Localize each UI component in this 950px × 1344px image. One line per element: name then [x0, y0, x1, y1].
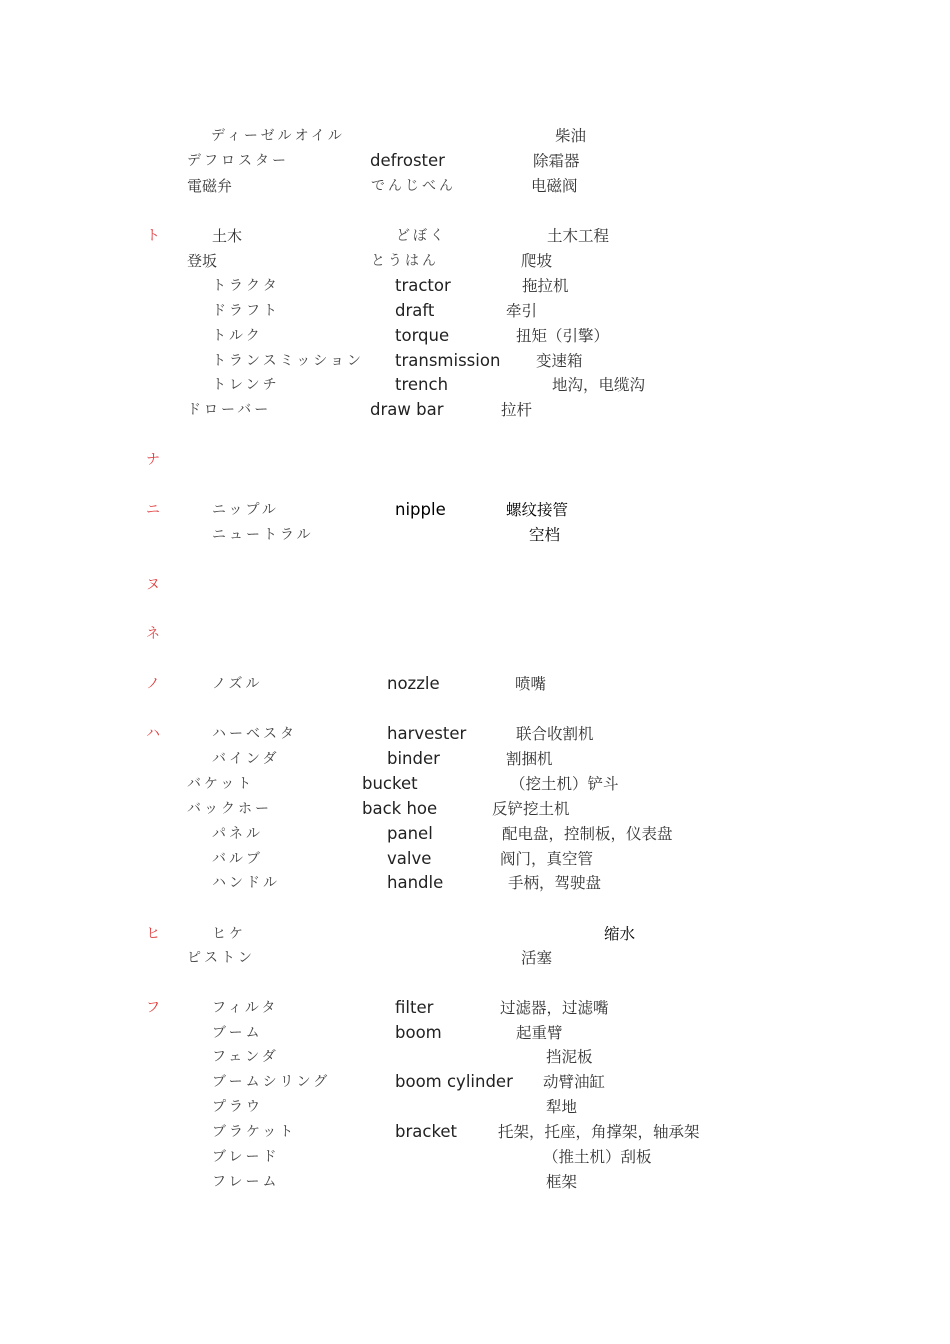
- term-english: handle: [387, 873, 444, 892]
- term-reading: どぼく: [396, 228, 447, 244]
- term-chinese: 联合收割机: [516, 725, 594, 743]
- term-english: trench: [395, 375, 449, 394]
- term-japanese: 登坂: [187, 252, 218, 270]
- term-chinese: 起重臂: [516, 1024, 563, 1042]
- term-english: draft: [395, 301, 435, 320]
- term-chinese: 除霜器: [533, 152, 580, 170]
- term-chinese: 活塞: [521, 949, 553, 967]
- term-japanese: ドローバー: [187, 402, 272, 418]
- term-japanese: プラウ: [212, 1099, 263, 1115]
- term-japanese: ブレード: [212, 1149, 280, 1165]
- term-chinese: 割捆机: [506, 750, 553, 768]
- term-japanese: ブームシリング: [212, 1074, 331, 1090]
- term-japanese: パネル: [212, 826, 263, 842]
- term-chinese: 土木工程: [547, 227, 610, 245]
- term-english: harvester: [387, 724, 467, 743]
- term-chinese: 螺纹接管: [506, 501, 569, 519]
- term-chinese: 电磁阀: [531, 177, 578, 195]
- term-english: boom: [395, 1023, 442, 1042]
- term-chinese: 空档: [529, 526, 561, 544]
- term-japanese: 土木: [212, 227, 243, 245]
- term-chinese: 犁地: [546, 1098, 578, 1116]
- term-chinese: 地沟，电缆沟: [552, 376, 646, 394]
- term-chinese: （推土机）刮板: [543, 1148, 652, 1166]
- term-japanese: ハーベスタ: [212, 726, 297, 742]
- term-chinese: 手柄，驾驶盘: [508, 874, 602, 892]
- term-japanese: フェンダ: [212, 1049, 279, 1065]
- term-english: defroster: [370, 151, 445, 170]
- section-header: ナ: [146, 452, 160, 468]
- section-header: ノ: [146, 676, 160, 692]
- term-japanese: ピストン: [187, 950, 255, 966]
- term-english: boom cylinder: [395, 1072, 513, 1091]
- term-english: nozzle: [387, 674, 440, 693]
- section-header: ニ: [146, 502, 160, 518]
- term-chinese: 过滤器，过滤嘴: [500, 999, 609, 1017]
- term-chinese: 牵引: [506, 302, 538, 320]
- section-header: ヌ: [146, 577, 160, 593]
- term-chinese: 柴油: [555, 127, 587, 145]
- term-japanese: ディーゼルオイル: [211, 128, 345, 144]
- term-japanese: トランスミッション: [212, 353, 365, 369]
- term-japanese: ニップル: [212, 502, 279, 518]
- section-header: ト: [146, 228, 160, 244]
- term-english: filter: [395, 998, 434, 1017]
- term-english: draw bar: [370, 400, 444, 419]
- term-japanese: トルク: [212, 328, 263, 344]
- term-chinese: 阀门，真空管: [500, 850, 594, 868]
- term-chinese: （挖土机）铲斗: [510, 775, 619, 793]
- term-japanese: バケット: [187, 776, 255, 792]
- term-chinese: 托架，托座，角撑架，轴承架: [498, 1123, 700, 1141]
- term-japanese: ドラフト: [212, 303, 280, 319]
- term-japanese: バックホー: [187, 801, 272, 817]
- term-chinese: 配电盘，控制板，仪表盘: [502, 825, 673, 843]
- term-english: valve: [387, 849, 432, 868]
- term-japanese: バルブ: [212, 851, 263, 867]
- term-reading: でんじべん: [371, 178, 456, 194]
- term-japanese: トラクタ: [212, 278, 280, 294]
- term-chinese: 挡泥板: [546, 1048, 593, 1066]
- term-chinese: 扭矩（引擎）: [516, 327, 610, 345]
- term-chinese: 拉杆: [501, 401, 533, 419]
- section-header: フ: [146, 1000, 160, 1016]
- term-japanese: トレンチ: [212, 377, 280, 393]
- term-english: tractor: [395, 276, 451, 295]
- term-japanese: ニュートラル: [212, 527, 314, 543]
- term-japanese: バインダ: [212, 751, 280, 767]
- term-japanese: ブーム: [212, 1025, 263, 1041]
- term-english: transmission: [395, 351, 501, 370]
- term-chinese: 缩水: [604, 925, 636, 943]
- term-english: nipple: [395, 500, 446, 519]
- term-japanese: デフロスター: [187, 153, 289, 169]
- term-english: panel: [387, 824, 433, 843]
- term-japanese: フレーム: [212, 1174, 280, 1190]
- term-chinese: 动臂油缸: [543, 1073, 606, 1091]
- section-header: ネ: [146, 626, 160, 642]
- term-chinese: 框架: [546, 1173, 578, 1191]
- term-japanese: ヒケ: [212, 926, 246, 942]
- term-english: bucket: [362, 774, 418, 793]
- section-header: ハ: [146, 726, 160, 742]
- term-japanese: ハンドル: [212, 875, 280, 891]
- term-reading: とうはん: [371, 253, 439, 269]
- term-japanese: ノズル: [212, 676, 263, 692]
- term-english: bracket: [395, 1122, 458, 1141]
- section-header: ヒ: [146, 926, 160, 942]
- term-japanese: フィルタ: [212, 1000, 279, 1016]
- term-japanese: ブラケット: [212, 1124, 297, 1140]
- term-chinese: 拖拉机: [522, 277, 569, 295]
- term-chinese: 变速箱: [536, 352, 583, 370]
- term-english: torque: [395, 326, 450, 345]
- term-english: back hoe: [362, 799, 438, 818]
- term-chinese: 反铲挖土机: [492, 800, 570, 818]
- term-english: binder: [387, 749, 440, 768]
- term-chinese: 喷嘴: [515, 675, 547, 693]
- term-chinese: 爬坡: [521, 252, 553, 270]
- term-japanese: 電磁弁: [187, 177, 233, 195]
